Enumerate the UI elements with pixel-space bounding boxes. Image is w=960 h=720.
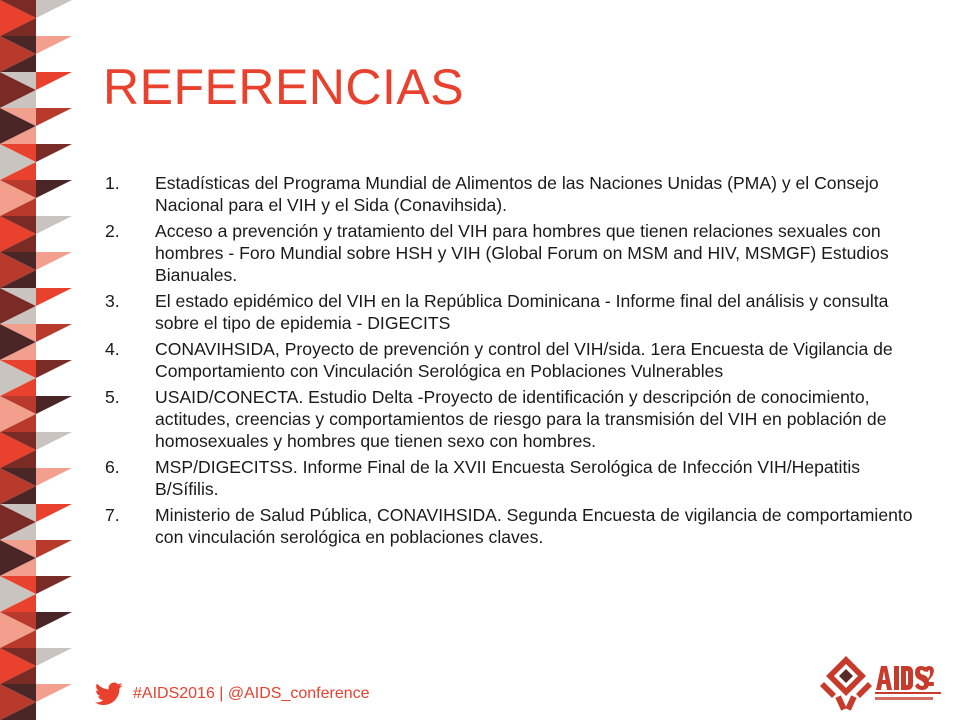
reference-item — [105, 456, 925, 500]
band-triangle — [36, 144, 72, 162]
reference-item — [105, 386, 925, 452]
reference-text: USAID/CONECTA. Estudio Delta -Proyecto de identificación y descripción de conocimiento, actitudes, creencias y comportamientos de riesgo para la transmisión del VIH en población de homosexuales y hombres que tienen sexo con hombres. — [155, 387, 887, 451]
reference-item — [105, 172, 925, 216]
band-triangle — [36, 396, 72, 414]
band-triangle — [36, 576, 72, 594]
footer — [95, 680, 370, 708]
band-triangle — [36, 108, 72, 126]
reference-text: CONAVIHSIDA, Proyecto de prevención y control del VIH/sida. 1era Encuesta de Vigilancia de Comportamiento con Vinculación Serológica en Poblaciones Vulnerables — [155, 339, 893, 381]
reference-item — [105, 220, 925, 286]
reference-text: MSP/DIGECITSS. Informe Final de la XVII Encuesta Serológica de Infección VIH/Hepatitis B/Sífilis. — [155, 457, 861, 499]
decorative-triangle-band — [0, 0, 72, 720]
band-triangle — [36, 612, 72, 630]
reference-number: 3. — [105, 291, 120, 311]
band-triangle — [36, 360, 72, 378]
band-triangle — [36, 432, 72, 450]
reference-text: Acceso a prevención y tratamiento del VIH para hombres que tienen relaciones sexuales con hombres - Foro Mundial sobre HSH y VIH (Global Forum on MSM and HIV, MSMGF) Estudios Bianuales. — [155, 221, 889, 285]
reference-text: Estadísticas del Programa Mundial de Alimentos de las Naciones Unidas (PMA) y el Consejo Nacional para el VIH y el Sida (Conavihsida). — [155, 173, 879, 215]
reference-number: 5. — [105, 387, 120, 407]
band-triangle — [36, 288, 72, 306]
logo-subtitle — [875, 697, 933, 700]
twitter-bird-icon — [95, 682, 123, 706]
band-triangle — [36, 504, 72, 522]
band-triangle — [36, 324, 72, 342]
reference-number: 7. — [105, 505, 120, 525]
reference-number: 4. — [105, 339, 120, 359]
reference-item — [105, 290, 925, 334]
band-triangle — [36, 540, 72, 558]
band-triangle — [36, 216, 72, 234]
reference-number: 2. — [105, 221, 120, 241]
band-triangle — [36, 36, 72, 54]
band-triangle — [36, 0, 72, 18]
band-triangle — [36, 648, 72, 666]
reference-text: El estado epidémico del VIH en la República Dominicana - Informe final del análisis y consulta sobre el tipo de epidemia - DIGECITS — [155, 291, 889, 333]
logo-wordmark — [876, 666, 934, 690]
reference-list — [105, 172, 925, 552]
band-triangle — [36, 180, 72, 198]
aids-2016-logo — [818, 652, 943, 712]
band-triangle — [36, 468, 72, 486]
ribbon-pattern-icon — [820, 656, 872, 711]
band-triangle — [36, 684, 72, 702]
reference-number: 1. — [105, 173, 120, 193]
reference-number: 6. — [105, 457, 120, 477]
reference-text: Ministerio de Salud Pública, CONAVIHSIDA. Segunda Encuesta de vigilancia de comportamiento con vinculación serológica en poblaciones claves. — [155, 505, 913, 547]
reference-item — [105, 338, 925, 382]
band-triangle — [36, 72, 72, 90]
slide-title: REFERENCIAS — [103, 59, 465, 115]
band-triangle — [36, 252, 72, 270]
reference-item — [105, 504, 925, 548]
footer-hashtag-text: #AIDS2016 | @AIDS_conference — [133, 685, 370, 702]
